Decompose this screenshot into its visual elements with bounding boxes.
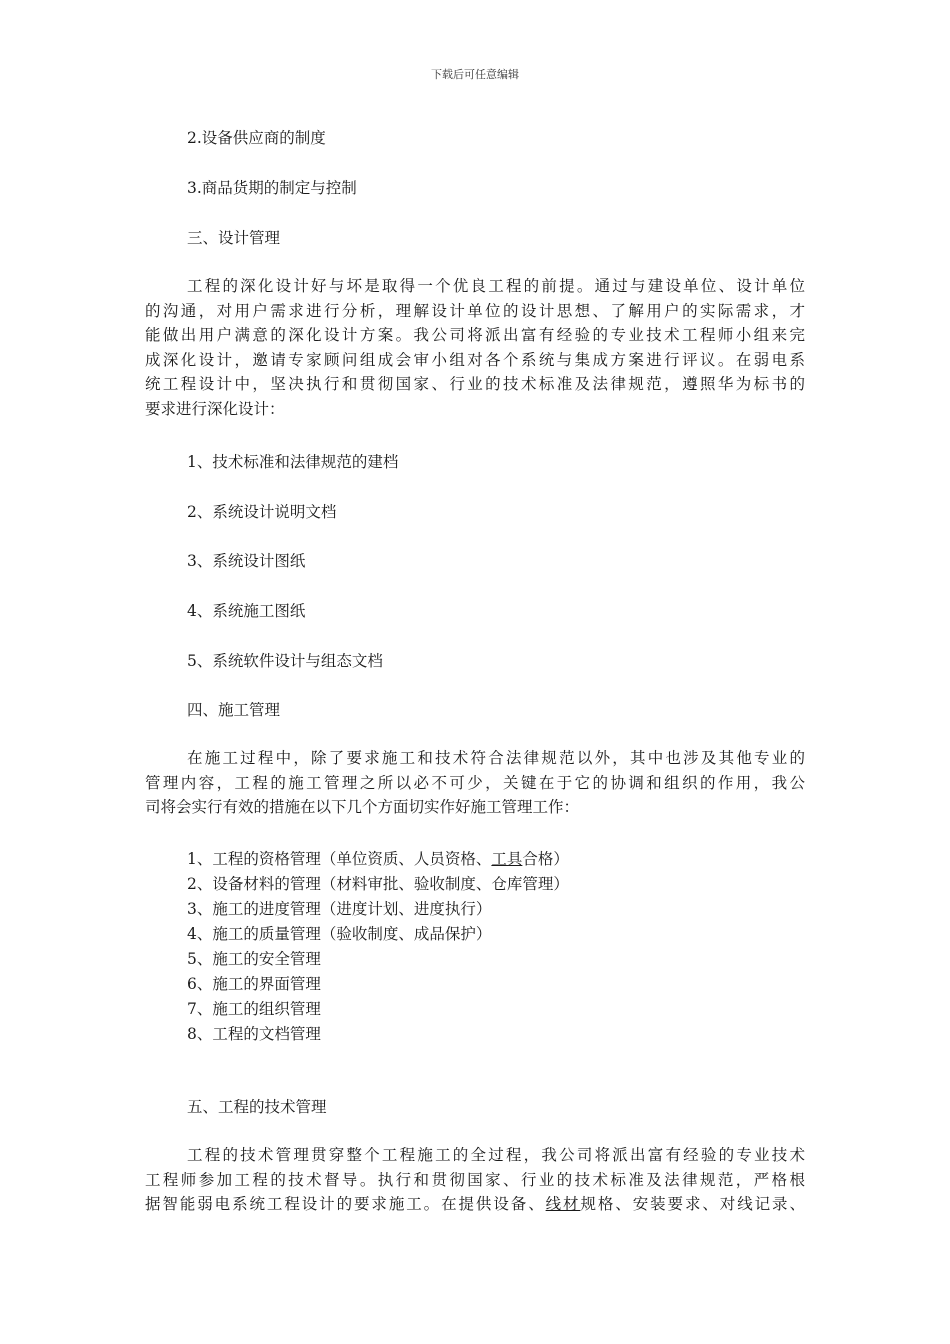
- design-item-2: 2、系统设计说明文档: [187, 503, 337, 521]
- paragraph-line: 工程的技术管理贯穿整个工程施工的全过程，我公司将派出富有经验的专业技术: [187, 1146, 805, 1164]
- paragraph-line: 统工程设计中，坚决执行和贯彻国家、行业的技术标准及法律规范，遵照华为标书的: [145, 375, 805, 394]
- section-heading-design: 三、设计管理: [187, 229, 281, 247]
- list-item: 7、施工的组织管理: [187, 1000, 321, 1018]
- paragraph-line: 管理内容，工程的施工管理之所以必不可少，关键在于它的协调和组织的作用，我公: [145, 773, 805, 792]
- design-item-3: 3、系统设计图纸: [187, 552, 306, 570]
- paragraph-line: 的沟通，对用户需求进行分析，理解设计单位的设计思想、了解用户的实际需求，才: [145, 301, 805, 320]
- section-heading-tech: 五、工程的技术管理: [187, 1098, 327, 1116]
- paragraph-line: 在施工过程中，除了要求施工和技术符合法律规范以外，其中也涉及其他专业的: [187, 749, 805, 767]
- list-item: 8、工程的文档管理: [187, 1025, 321, 1043]
- construction-list: [187, 847, 569, 1047]
- paragraph-line: 工程师参加工程的技术督导。执行和贯彻国家、行业的技术标准及法律规范，严格根: [145, 1170, 805, 1189]
- item-delivery-control: 3.商品货期的制定与控制: [187, 179, 357, 197]
- item-supplier-system: 2.设备供应商的制度: [187, 129, 326, 147]
- paragraph-line: 工程的深化设计好与坏是取得一个优良工程的前提。通过与建设单位、设计单位: [187, 277, 805, 295]
- list-item: 1、工程的资格管理（单位资质、人员资格、工具合格）: [187, 850, 569, 868]
- list-item: 2、设备材料的管理（材料审批、验收制度、仓库管理）: [187, 875, 569, 893]
- design-item-4: 4、系统施工图纸: [187, 602, 306, 620]
- list-item: 6、施工的界面管理: [187, 975, 321, 993]
- paragraph-line: 成深化设计，邀请专家顾问组成会审小组对各个系统与集成方案进行评议。在弱电系: [145, 350, 805, 369]
- paragraph-design: [145, 274, 805, 422]
- list-item: 4、施工的质量管理（验收制度、成品保护）: [187, 925, 492, 943]
- wire-material-link[interactable]: 线材: [545, 1195, 581, 1214]
- paragraph-line: 据智能弱电系统工程设计的要求施工。在提供设备、线材规格、安装要求、对线记录、: [145, 1195, 805, 1214]
- design-item-1: 1、技术标准和法律规范的建档: [187, 453, 399, 471]
- paragraph-line: 能做出用户满意的深化设计方案。我公司将派出富有经验的专业技术工程师小组来完: [145, 326, 805, 345]
- section-heading-construction: 四、施工管理: [187, 701, 281, 719]
- paragraph-construction: [145, 746, 805, 820]
- design-item-5: 5、系统软件设计与组态文档: [187, 652, 383, 670]
- tools-link[interactable]: 工具: [491, 850, 523, 868]
- page-header: 下载后可任意编辑: [431, 68, 519, 81]
- list-item: 5、施工的安全管理: [187, 950, 321, 968]
- paragraph-tech: [145, 1143, 805, 1217]
- paragraph-line: 司将会实行有效的措施在以下几个方面切实作好施工管理工作：: [145, 798, 580, 817]
- paragraph-line: 要求进行深化设计：: [145, 399, 285, 418]
- list-item: 3、施工的进度管理（进度计划、进度执行）: [187, 900, 492, 918]
